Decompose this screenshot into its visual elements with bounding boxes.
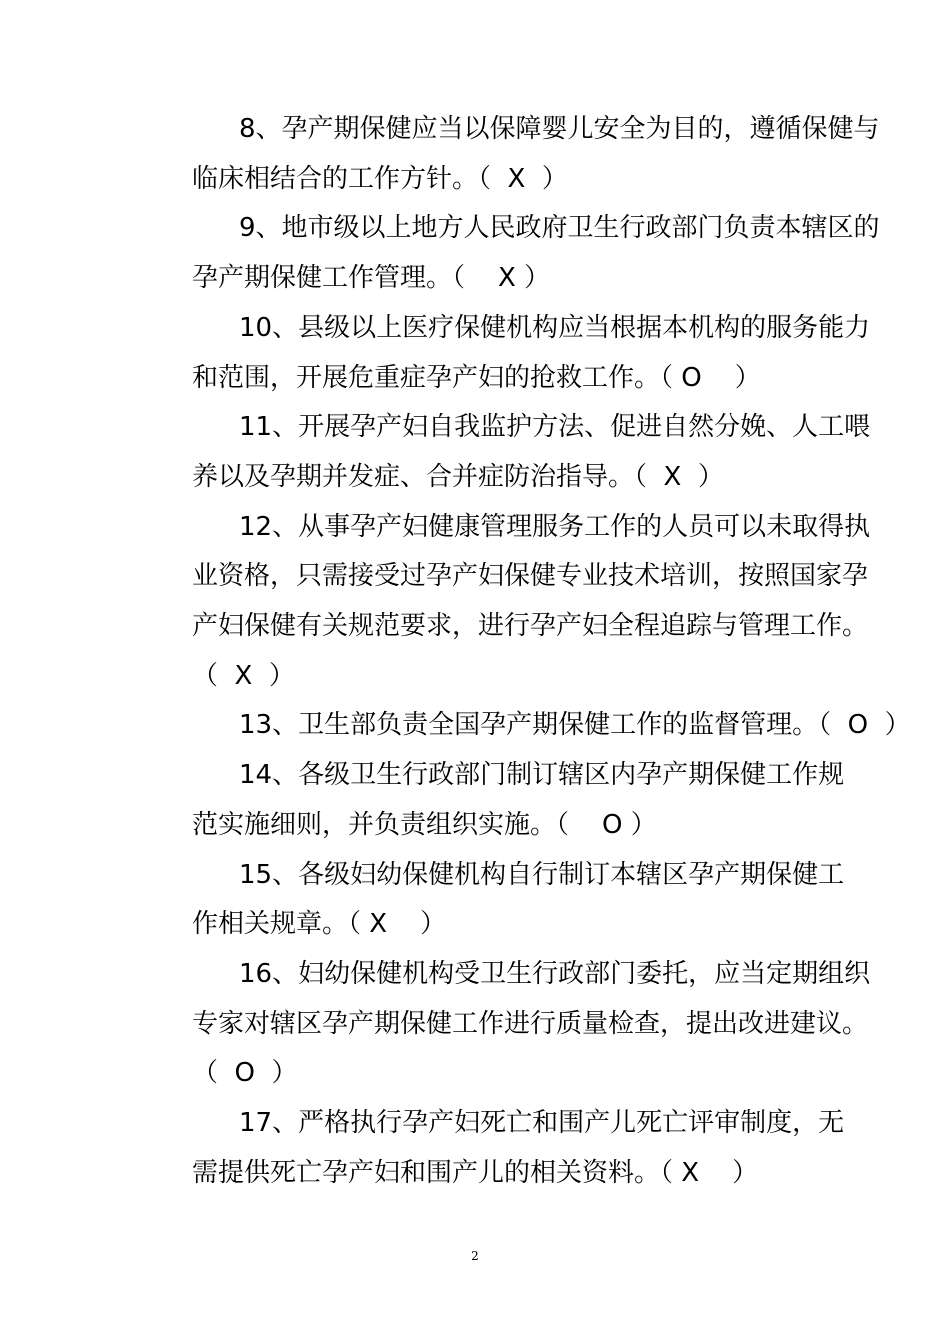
question-12-line-2: 业资格，只需接受过孕产妇保健专业技术培训，按照国家孕 xyxy=(192,561,869,592)
question-17-line-1: 17、严格执行孕产妇死亡和围产儿死亡评审制度，无 xyxy=(239,1108,845,1139)
question-8-line-1: 8、孕产期保健应当以保障婴儿安全为目的，遵循保健与 xyxy=(239,114,880,144)
question-12-line-4: （ X ） xyxy=(192,660,295,691)
question-9-line-1: 9、地市级以上地方人民政府卫生行政部门负责本辖区的 xyxy=(239,213,880,244)
question-10 xyxy=(145,304,871,403)
question-14 xyxy=(145,751,845,850)
question-9 xyxy=(145,204,880,303)
question-16-line-3: （ O ） xyxy=(192,1058,298,1089)
question-15-line-2: 作相关规章。（ X ） xyxy=(192,909,447,940)
question-10-line-1: 10、县级以上医疗保健机构应当根据本机构的服务能力 xyxy=(239,312,871,343)
question-16-line-2: 专家对辖区孕产期保健工作进行质量检查，提出改进建议。 xyxy=(192,1008,869,1039)
question-17-line-2: 需提供死亡孕产妇和围产儿的相关资料。（ X ） xyxy=(192,1157,759,1188)
question-15 xyxy=(145,851,845,950)
page-number: 2 xyxy=(471,1249,479,1263)
question-14-line-1: 14、各级卫生行政部门制订辖区内孕产期保健工作规 xyxy=(239,760,845,791)
question-8-line-2: 临床相结合的工作方针。（ X ） xyxy=(192,163,568,194)
question-16 xyxy=(145,950,871,1099)
question-13 xyxy=(145,701,911,751)
question-11 xyxy=(145,403,871,502)
question-15-line-1: 15、各级妇幼保健机构自行制订本辖区孕产期保健工 xyxy=(239,859,845,890)
question-9-line-2: 孕产期保健工作管理。（ X ） xyxy=(192,263,551,294)
question-14-line-2: 范实施细则，并负责组织实施。（ O ） xyxy=(192,809,657,840)
question-12 xyxy=(145,503,871,702)
question-list xyxy=(145,105,911,1198)
question-12-line-3: 产妇保健有关规范要求，进行孕产妇全程追踪与管理工作。 xyxy=(192,611,869,642)
question-11-line-2: 养以及孕期并发症、合并症防治指导。（ X ） xyxy=(192,461,724,492)
question-12-line-1: 12、从事孕产妇健康管理服务工作的人员可以未取得执 xyxy=(239,511,871,542)
question-13-line-1: 13、卫生部负责全国孕产期保健工作的监督管理。（ O ） xyxy=(239,710,911,741)
question-16-line-1: 16、妇幼保健机构受卫生行政部门委托，应当定期组织 xyxy=(239,958,871,989)
question-8 xyxy=(145,105,880,204)
question-11-line-1: 11、开展孕产妇自我监护方法、促进自然分娩、人工喂 xyxy=(239,412,871,443)
question-10-line-2: 和范围，开展危重症孕产妇的抢救工作。（ O ） xyxy=(192,362,761,393)
question-17 xyxy=(145,1099,845,1198)
